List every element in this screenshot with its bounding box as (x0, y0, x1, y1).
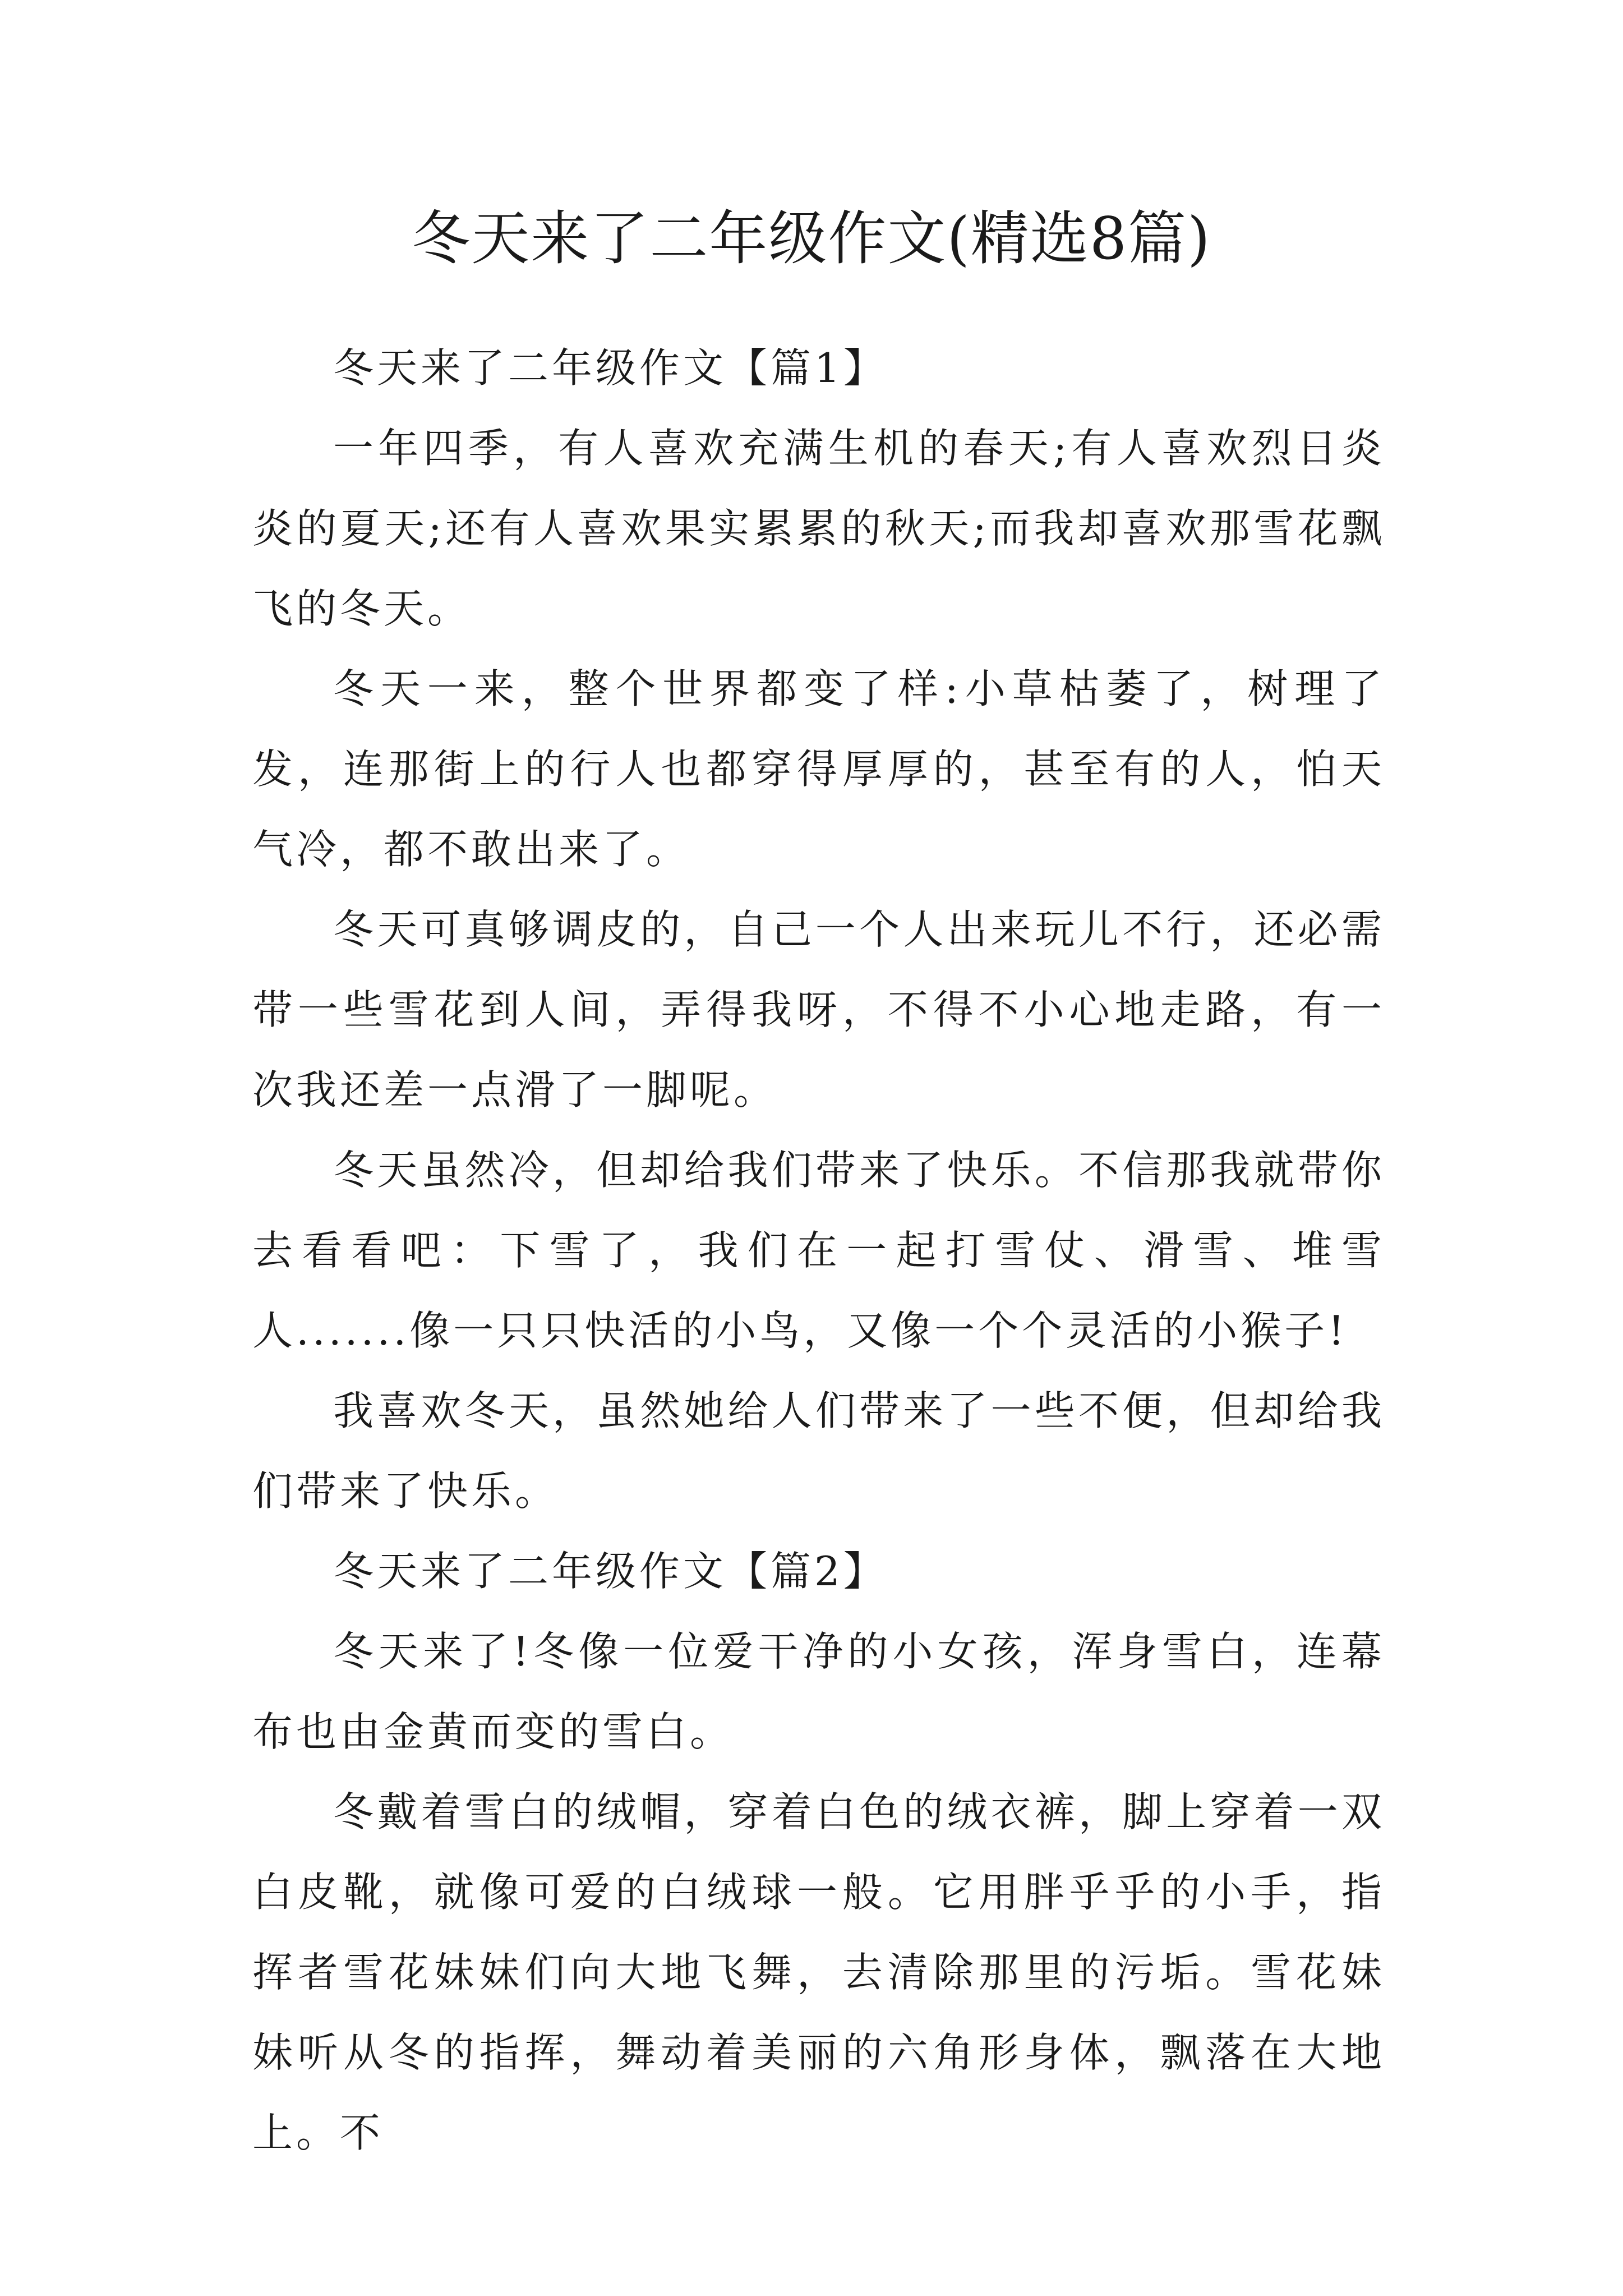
paragraph: 冬天来了!冬像一位爱干净的小女孩，浑身雪白，连幕布也由金黄而变的雪白。 (252, 1628, 1385, 1755)
paragraph: 冬天可真够调皮的，自己一个人出来玩儿不行，还必需带一些雪花到人间，弄得我呀，不得不小心地走路，有一次我还差一点滑了一脚呢。 (252, 906, 1385, 1114)
section-heading-1: 冬天来了二年级作文【篇1】 (333, 344, 887, 392)
section-heading-2: 冬天来了二年级作文【篇2】 (333, 1548, 887, 1595)
paragraph: 一年四季，有人喜欢充满生机的春天;有人喜欢烈日炎炎的夏天;还有人喜欢果实累累的秋天;而我却喜欢那雪花飘飞的冬天。 (252, 425, 1385, 632)
paragraph: 我喜欢冬天，虽然她给人们带来了一些不便，但却给我们带来了快乐。 (252, 1387, 1385, 1515)
document-body (252, 328, 1385, 2173)
paragraph: 冬天一来，整个世界都变了样:小草枯萎了，树理了发，连那街上的行人也都穿得厚厚的，甚至有的人，怕天气冷，都不敢出来了。 (252, 665, 1385, 873)
document-title: 冬天来了二年级作文(精选8篇) (412, 204, 1211, 273)
paragraph: 冬天虽然冷，但却给我们带来了快乐。不信那我就带你去看看吧：下雪了，我们在一起打雪仗、滑雪、堆雪人.......像一只只快活的小鸟，又像一个个灵活的小猴子! (252, 1147, 1385, 1354)
paragraph: 冬戴着雪白的绒帽，穿着白色的绒衣裤，脚上穿着一双白皮靴，就像可爱的白绒球一般。它用胖乎乎的小手，指挥者雪花妹妹们向大地飞舞，去清除那里的污垢。雪花妹妹听从冬的指挥，舞动着美丽的六角形身体，飘落在大地上。不 (252, 1788, 1385, 2156)
